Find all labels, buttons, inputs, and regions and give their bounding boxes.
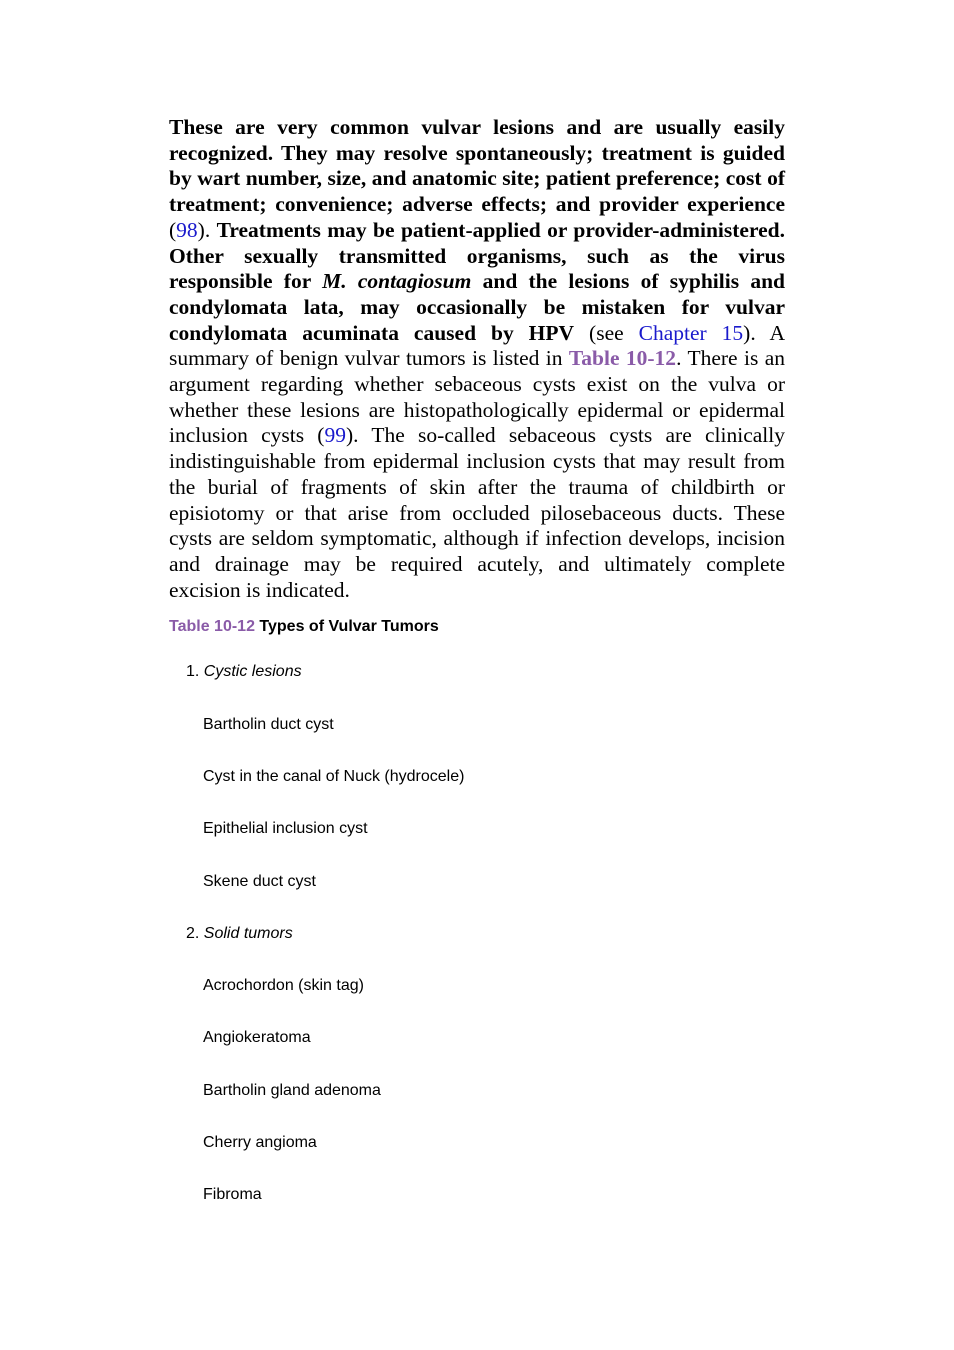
paren-open: ( xyxy=(169,217,177,242)
reference-99-link[interactable]: 99 xyxy=(324,423,346,448)
table-caption xyxy=(169,618,785,636)
list-item: Cherry angioma xyxy=(203,1134,317,1152)
list-group-heading: 2. Solid tumors xyxy=(186,924,293,942)
plain-text-2: . There is an argument regarding whether sebaceous cysts exist on the vulva or whether these lesions are histopathologically epidermal or epidermal inclusion cysts ( xyxy=(169,346,785,448)
list-item: Cyst in the canal of Nuck (hydrocele) xyxy=(203,767,465,785)
italic-species: M. contagiosum xyxy=(322,269,472,294)
list-item: Angiokeratoma xyxy=(203,1029,311,1047)
page-content xyxy=(169,115,785,1238)
bold-text-3: and the lesions of syphilis and condylomata lata, may occasionally be mistaken for vulvar condylomata acuminata caused by HPV xyxy=(169,269,785,345)
paren-close: ). xyxy=(197,217,217,242)
plain-text-3: ). The so-called sebaceous cysts are clinically indistinguishable from epidermal inclusion cysts that may result from the burial of fragments of skin after the trauma of childbirth or episiotomy or that arise from occluded pilosebaceous ducts. These cysts are seldom symptomatic, although if infection develops, incision and drainage may be required acutely, and ultimately complete excision is indicated. xyxy=(169,423,785,602)
bold-text-2: Treatments may be patient-applied or provider-administered. Other sexually transmitted organisms, such as the virus responsible for xyxy=(169,217,785,294)
list-item: Fibroma xyxy=(203,1186,262,1204)
reference-98-link[interactable]: 98 xyxy=(176,217,198,242)
list-group-heading: 1. Cystic lesions xyxy=(186,663,302,681)
see-text: (see xyxy=(574,320,639,345)
plain-text-1: ). A summary of benign vulvar tumors is listed in xyxy=(169,320,785,371)
tumor-list xyxy=(169,662,785,1237)
list-item: Acrochordon (skin tag) xyxy=(203,977,364,995)
body-paragraph xyxy=(169,115,785,603)
table-title: Types of Vulvar Tumors xyxy=(259,618,439,636)
bold-text-1: These are very common vulvar lesions and are usually easily recognized. They may resolve spontaneously; treatment is guided by wart number, size, and anatomic site; patient preference; cost of treatment; convenience; adverse effects; and provider experience xyxy=(169,115,785,217)
chapter-15-link[interactable]: Chapter 15 xyxy=(638,320,744,345)
table-10-12-link[interactable]: Table 10-12 xyxy=(568,346,677,371)
list-item: Bartholin duct cyst xyxy=(203,715,334,733)
list-item: Skene duct cyst xyxy=(203,872,316,890)
table-number: Table 10-12 xyxy=(169,618,255,636)
list-item: Bartholin gland adenoma xyxy=(203,1081,381,1099)
list-item: Epithelial inclusion cyst xyxy=(203,820,368,838)
